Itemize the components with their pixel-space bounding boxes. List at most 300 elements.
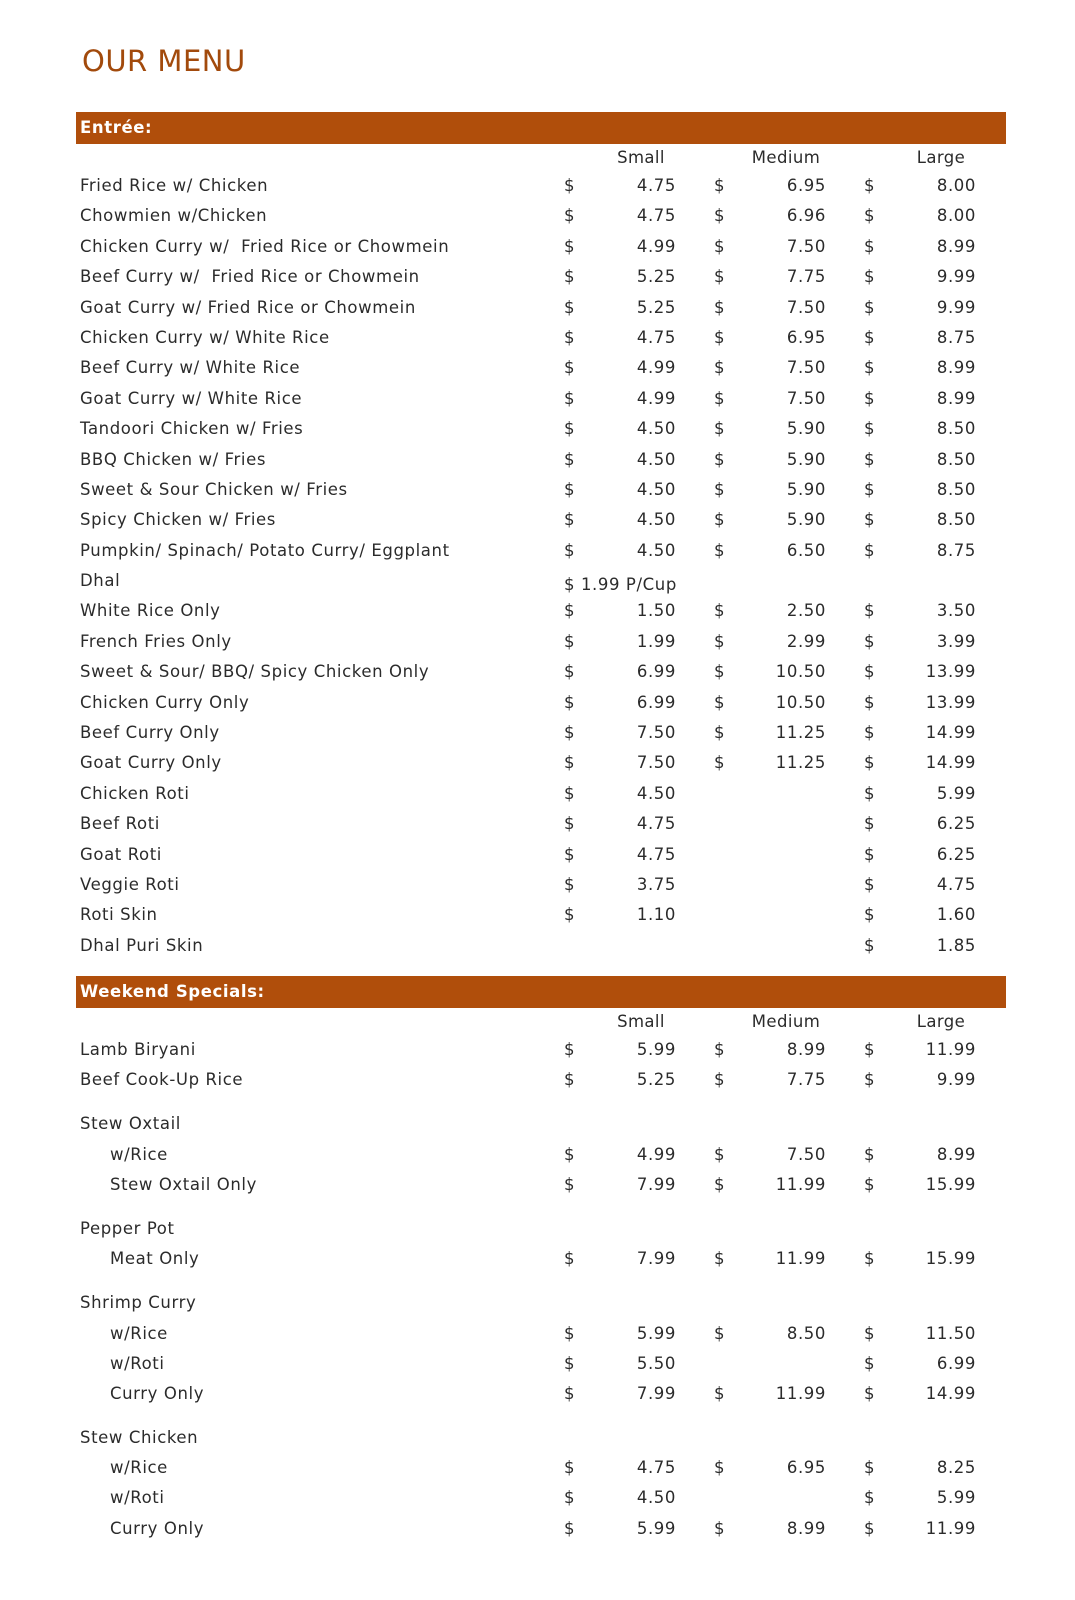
price-small: 1.99 xyxy=(636,631,676,651)
price-large: 8.00 xyxy=(936,206,976,226)
price-small: 4.99 xyxy=(636,358,676,378)
currency-symbol: $ xyxy=(564,1174,576,1194)
column-large: Large xyxy=(916,148,966,167)
menu-item-row xyxy=(76,1141,1006,1171)
price-large: 11.99 xyxy=(925,1518,976,1538)
price-small: 5.25 xyxy=(636,1070,676,1090)
price-small: 5.99 xyxy=(636,1323,676,1343)
item-name: w/Roti xyxy=(110,1488,165,1508)
currency-symbol: $ xyxy=(564,905,576,925)
price-medium: 2.50 xyxy=(786,601,826,621)
menu-item-row xyxy=(76,780,1006,810)
price-large: 6.25 xyxy=(936,844,976,864)
price-large: 8.50 xyxy=(936,479,976,499)
currency-symbol: $ xyxy=(564,601,576,621)
currency-symbol: $ xyxy=(564,510,576,530)
currency-symbol: $ xyxy=(864,1353,876,1373)
column-small: Small xyxy=(617,148,665,167)
item-name: w/Rice xyxy=(110,1144,168,1164)
price-small: 5.50 xyxy=(636,1353,676,1373)
price-large: 9.99 xyxy=(936,1070,976,1090)
price-large: 11.99 xyxy=(925,1040,976,1059)
price-medium: 5.90 xyxy=(786,449,826,469)
menu-item-row xyxy=(76,385,1006,415)
column-medium: Medium xyxy=(751,148,821,167)
price-large: 3.99 xyxy=(936,631,976,651)
group-title-row xyxy=(76,1110,1006,1140)
price-small: 3.75 xyxy=(636,874,676,894)
menu-item-row xyxy=(76,1245,1006,1275)
currency-symbol: $ xyxy=(714,388,726,408)
currency-symbol: $ xyxy=(564,1040,576,1059)
menu-item-row xyxy=(76,1171,1006,1201)
price-small: 7.99 xyxy=(636,1249,676,1269)
menu-item-row xyxy=(76,1454,1006,1484)
currency-symbol: $ xyxy=(564,1458,576,1478)
menu-item-row xyxy=(76,476,1006,506)
currency-symbol: $ xyxy=(864,601,876,621)
group-spacer xyxy=(76,1410,1006,1424)
menu-item-row xyxy=(76,719,1006,749)
menu-item-row xyxy=(76,841,1006,871)
price-large: 14.99 xyxy=(925,723,976,743)
currency-symbol: $ xyxy=(864,1518,876,1538)
price-small: 7.99 xyxy=(636,1174,676,1194)
item-name: Beef Curry w/ Fried Rice or Chowmein xyxy=(80,267,420,287)
menu-item-row xyxy=(76,506,1006,536)
price-small: 4.99 xyxy=(636,236,676,256)
menu-item-row xyxy=(76,202,1006,232)
column-small: Small xyxy=(617,1012,665,1031)
item-name: w/Roti xyxy=(110,1353,165,1373)
menu-item-row xyxy=(76,1036,1006,1066)
item-name: French Fries Only xyxy=(80,631,232,651)
price-small: 7.99 xyxy=(636,1383,676,1403)
price-large: 13.99 xyxy=(925,662,976,682)
price-large: 8.00 xyxy=(936,176,976,195)
currency-symbol: $ xyxy=(714,1070,726,1090)
currency-symbol: $ xyxy=(564,388,576,408)
currency-symbol: $ xyxy=(714,1458,726,1478)
price-medium: 8.99 xyxy=(786,1040,826,1059)
price-small: 7.50 xyxy=(636,753,676,773)
item-name: Sweet & Sour Chicken w/ Fries xyxy=(80,479,348,499)
menu-item-row xyxy=(76,1066,1006,1096)
price-small: 4.75 xyxy=(636,1458,676,1478)
currency-symbol: $ xyxy=(564,358,576,378)
currency-symbol: $ xyxy=(864,1458,876,1478)
currency-symbol: $ xyxy=(864,1040,876,1059)
price-large: 9.99 xyxy=(936,297,976,317)
price-small: 4.50 xyxy=(636,1488,676,1508)
item-name: Stew Oxtail Only xyxy=(110,1174,257,1194)
group-title: Stew Chicken xyxy=(80,1428,199,1448)
price-large: 6.25 xyxy=(936,814,976,834)
currency-symbol: $ xyxy=(864,1323,876,1343)
currency-symbol: $ xyxy=(864,662,876,682)
menu-item-row xyxy=(76,1350,1006,1380)
group-title: Stew Oxtail xyxy=(80,1114,181,1134)
item-name: Pumpkin/ Spinach/ Potato Curry/ Eggplant xyxy=(80,540,450,560)
price-medium: 11.25 xyxy=(775,753,826,773)
menu-item-row xyxy=(76,1515,1006,1545)
currency-symbol: $ xyxy=(714,358,726,378)
currency-symbol: $ xyxy=(564,1383,576,1403)
currency-symbol: $ xyxy=(564,236,576,256)
currency-symbol: $ xyxy=(864,358,876,378)
price-medium: 6.95 xyxy=(786,327,826,347)
currency-symbol: $ xyxy=(564,479,576,499)
price-medium: 5.90 xyxy=(786,419,826,439)
currency-symbol: $ xyxy=(864,692,876,712)
group-title-row xyxy=(76,1289,1006,1319)
item-name: w/Rice xyxy=(110,1323,168,1343)
item-name: BBQ Chicken w/ Fries xyxy=(80,449,267,469)
item-name: Tandoori Chicken w/ Fries xyxy=(80,419,304,439)
currency-symbol: $ xyxy=(714,419,726,439)
currency-symbol: $ xyxy=(864,419,876,439)
currency-symbol: $ xyxy=(714,267,726,287)
group-spacer xyxy=(76,1275,1006,1289)
menu-item-row xyxy=(76,354,1006,384)
menu-item-row xyxy=(76,172,1006,202)
currency-symbol: $ xyxy=(864,449,876,469)
menu-item-row xyxy=(76,324,1006,354)
item-name: Goat Curry w/ Fried Rice or Chowmein xyxy=(80,297,416,317)
item-name: Dhal xyxy=(80,571,121,591)
price-medium: 7.50 xyxy=(786,236,826,256)
currency-symbol: $ xyxy=(864,176,876,195)
price-large: 11.50 xyxy=(925,1323,976,1343)
currency-symbol: $ xyxy=(714,1383,726,1403)
price-medium: 7.75 xyxy=(786,267,826,287)
currency-symbol: $ xyxy=(864,753,876,773)
currency-symbol: $ xyxy=(564,874,576,894)
currency-symbol: $ xyxy=(714,479,726,499)
price-note: $ 1.99 P/Cup xyxy=(564,575,677,595)
price-medium: 5.90 xyxy=(786,510,826,530)
price-small: 7.50 xyxy=(636,723,676,743)
item-name: Chicken Curry Only xyxy=(80,692,250,712)
item-name: Beef Curry Only xyxy=(80,723,220,743)
item-name: Curry Only xyxy=(110,1518,205,1538)
item-name: Chicken Roti xyxy=(80,783,190,803)
currency-symbol: $ xyxy=(864,814,876,834)
currency-symbol: $ xyxy=(714,723,726,743)
currency-symbol: $ xyxy=(864,388,876,408)
menu-item-row xyxy=(76,1484,1006,1514)
currency-symbol: $ xyxy=(864,1383,876,1403)
price-medium: 6.95 xyxy=(786,1458,826,1478)
currency-symbol: $ xyxy=(564,723,576,743)
currency-symbol: $ xyxy=(864,1174,876,1194)
currency-symbol: $ xyxy=(564,662,576,682)
price-small: 4.75 xyxy=(636,327,676,347)
menu-item-row xyxy=(76,294,1006,324)
item-name: Sweet & Sour/ BBQ/ Spicy Chicken Only xyxy=(80,662,430,682)
price-small: 4.50 xyxy=(636,510,676,530)
currency-symbol: $ xyxy=(564,1144,576,1164)
currency-symbol: $ xyxy=(714,510,726,530)
entree-header: Entrée: xyxy=(76,112,1006,144)
currency-symbol: $ xyxy=(564,540,576,560)
currency-symbol: $ xyxy=(714,540,726,560)
price-medium: 11.99 xyxy=(775,1249,826,1269)
price-medium: 11.25 xyxy=(775,723,826,743)
currency-symbol: $ xyxy=(714,692,726,712)
price-small: 4.50 xyxy=(636,540,676,560)
currency-symbol: $ xyxy=(564,1488,576,1508)
price-large: 5.99 xyxy=(936,783,976,803)
page-title: OUR MENU xyxy=(82,44,246,78)
menu-item-row xyxy=(76,263,1006,293)
price-medium: 8.50 xyxy=(786,1323,826,1343)
item-name: Veggie Roti xyxy=(80,874,180,894)
column-large: Large xyxy=(916,1012,966,1031)
currency-symbol: $ xyxy=(564,753,576,773)
price-medium: 7.50 xyxy=(786,1144,826,1164)
currency-symbol: $ xyxy=(714,449,726,469)
currency-symbol: $ xyxy=(564,206,576,226)
item-name: White Rice Only xyxy=(80,601,221,621)
currency-symbol: $ xyxy=(864,1249,876,1269)
price-medium: 7.50 xyxy=(786,297,826,317)
price-large: 15.99 xyxy=(925,1249,976,1269)
currency-symbol: $ xyxy=(864,631,876,651)
item-name: Lamb Biryani xyxy=(80,1040,196,1059)
currency-symbol: $ xyxy=(714,662,726,682)
currency-symbol: $ xyxy=(714,1040,726,1059)
currency-symbol: $ xyxy=(864,267,876,287)
menu-item-row xyxy=(76,871,1006,901)
currency-symbol: $ xyxy=(714,631,726,651)
item-name: Curry Only xyxy=(110,1383,205,1403)
menu-item-row xyxy=(76,567,1006,597)
price-large: 8.99 xyxy=(936,1144,976,1164)
price-small: 5.25 xyxy=(636,267,676,287)
menu-item-row xyxy=(76,689,1006,719)
price-small: 4.50 xyxy=(636,479,676,499)
currency-symbol: $ xyxy=(864,510,876,530)
price-medium: 6.96 xyxy=(786,206,826,226)
currency-symbol: $ xyxy=(564,327,576,347)
item-name: Fried Rice w/ Chicken xyxy=(80,176,269,195)
price-small: 4.75 xyxy=(636,814,676,834)
currency-symbol: $ xyxy=(714,1174,726,1194)
price-medium: 11.99 xyxy=(775,1383,826,1403)
currency-symbol: $ xyxy=(714,1144,726,1164)
price-small: 6.99 xyxy=(636,692,676,712)
currency-symbol: $ xyxy=(564,449,576,469)
item-name: Meat Only xyxy=(110,1249,200,1269)
currency-symbol: $ xyxy=(714,1518,726,1538)
item-name: Beef Curry w/ White Rice xyxy=(80,358,301,378)
price-small: 4.75 xyxy=(636,844,676,864)
currency-symbol: $ xyxy=(864,1070,876,1090)
price-small: 4.50 xyxy=(636,783,676,803)
currency-symbol: $ xyxy=(864,1144,876,1164)
currency-symbol: $ xyxy=(564,783,576,803)
price-large: 8.50 xyxy=(936,419,976,439)
price-large: 5.99 xyxy=(936,1488,976,1508)
item-name: Goat Curry w/ White Rice xyxy=(80,388,303,408)
column-headers xyxy=(76,1008,1006,1036)
menu-item-row xyxy=(76,810,1006,840)
price-medium: 5.90 xyxy=(786,479,826,499)
menu-item-row xyxy=(76,446,1006,476)
price-medium: 7.75 xyxy=(786,1070,826,1090)
menu-item-row xyxy=(76,749,1006,779)
item-name: Beef Cook-Up Rice xyxy=(80,1070,244,1090)
price-large: 1.60 xyxy=(936,905,976,925)
item-name: Dhal Puri Skin xyxy=(80,935,204,955)
item-name: Roti Skin xyxy=(80,905,158,925)
currency-symbol: $ xyxy=(864,206,876,226)
item-name: Spicy Chicken w/ Fries xyxy=(80,510,276,530)
menu-item-row xyxy=(76,597,1006,627)
price-medium: 2.99 xyxy=(786,631,826,651)
menu-item-row xyxy=(76,1320,1006,1350)
column-headers xyxy=(76,144,1006,172)
price-small: 4.99 xyxy=(636,388,676,408)
price-small: 4.99 xyxy=(636,1144,676,1164)
item-name: Goat Roti xyxy=(80,844,162,864)
price-medium: 6.50 xyxy=(786,540,826,560)
currency-symbol: $ xyxy=(564,1518,576,1538)
currency-symbol: $ xyxy=(864,874,876,894)
weekend-header: Weekend Specials: xyxy=(76,976,1006,1008)
group-title-row xyxy=(76,1215,1006,1245)
menu-item-row xyxy=(76,901,1006,931)
price-large: 8.75 xyxy=(936,327,976,347)
price-large: 8.50 xyxy=(936,510,976,530)
price-large: 14.99 xyxy=(925,1383,976,1403)
item-name: Beef Roti xyxy=(80,814,160,834)
entree-section xyxy=(76,112,1006,962)
item-name: w/Rice xyxy=(110,1458,168,1478)
price-small: 5.25 xyxy=(636,297,676,317)
item-name: Chicken Curry w/ White Rice xyxy=(80,327,330,347)
group-title: Shrimp Curry xyxy=(80,1293,197,1313)
weekend-section xyxy=(76,976,1006,1545)
currency-symbol: $ xyxy=(564,176,576,195)
currency-symbol: $ xyxy=(864,1488,876,1508)
item-name: Goat Curry Only xyxy=(80,753,222,773)
price-large: 15.99 xyxy=(925,1174,976,1194)
currency-symbol: $ xyxy=(564,844,576,864)
currency-symbol: $ xyxy=(714,176,726,195)
currency-symbol: $ xyxy=(564,419,576,439)
price-medium: 6.95 xyxy=(786,176,826,195)
menu-item-row xyxy=(76,658,1006,688)
currency-symbol: $ xyxy=(864,236,876,256)
column-medium: Medium xyxy=(751,1012,821,1031)
price-large: 9.99 xyxy=(936,267,976,287)
price-medium: 7.50 xyxy=(786,358,826,378)
price-large: 3.50 xyxy=(936,601,976,621)
currency-symbol: $ xyxy=(714,1323,726,1343)
currency-symbol: $ xyxy=(564,1070,576,1090)
menu-item-row xyxy=(76,1380,1006,1410)
price-medium: 10.50 xyxy=(775,662,826,682)
price-large: 6.99 xyxy=(936,1353,976,1373)
currency-symbol: $ xyxy=(564,267,576,287)
currency-symbol: $ xyxy=(564,814,576,834)
entree-list xyxy=(76,172,1006,962)
currency-symbol: $ xyxy=(564,1323,576,1343)
currency-symbol: $ xyxy=(564,297,576,317)
weekend-list xyxy=(76,1036,1006,1545)
price-large: 4.75 xyxy=(936,874,976,894)
menu-item-row xyxy=(76,932,1006,962)
price-large: 8.99 xyxy=(936,388,976,408)
currency-symbol: $ xyxy=(564,692,576,712)
price-medium: 11.99 xyxy=(775,1174,826,1194)
price-large: 1.85 xyxy=(936,935,976,955)
currency-symbol: $ xyxy=(714,327,726,347)
currency-symbol: $ xyxy=(864,327,876,347)
currency-symbol: $ xyxy=(864,905,876,925)
price-small: 5.99 xyxy=(636,1040,676,1059)
currency-symbol: $ xyxy=(564,1249,576,1269)
price-small: 4.50 xyxy=(636,419,676,439)
currency-symbol: $ xyxy=(714,753,726,773)
currency-symbol: $ xyxy=(564,631,576,651)
currency-symbol: $ xyxy=(714,236,726,256)
price-medium: 10.50 xyxy=(775,692,826,712)
currency-symbol: $ xyxy=(864,723,876,743)
price-small: 1.50 xyxy=(636,601,676,621)
menu-item-row xyxy=(76,628,1006,658)
currency-symbol: $ xyxy=(714,1249,726,1269)
currency-symbol: $ xyxy=(864,783,876,803)
price-large: 13.99 xyxy=(925,692,976,712)
currency-symbol: $ xyxy=(864,297,876,317)
currency-symbol: $ xyxy=(864,935,876,955)
price-small: 4.75 xyxy=(636,206,676,226)
group-title: Pepper Pot xyxy=(80,1218,175,1238)
item-name: Chowmien w/Chicken xyxy=(80,206,268,226)
currency-symbol: $ xyxy=(864,479,876,499)
price-large: 8.99 xyxy=(936,236,976,256)
price-small: 6.99 xyxy=(636,662,676,682)
currency-symbol: $ xyxy=(864,844,876,864)
menu-item-row xyxy=(76,233,1006,263)
price-medium: 7.50 xyxy=(786,388,826,408)
menu-item-row xyxy=(76,415,1006,445)
price-small: 5.99 xyxy=(636,1518,676,1538)
price-small: 1.10 xyxy=(636,905,676,925)
price-large: 8.75 xyxy=(936,540,976,560)
currency-symbol: $ xyxy=(564,1353,576,1373)
price-medium: 8.99 xyxy=(786,1518,826,1538)
item-name: Chicken Curry w/ Fried Rice or Chowmein xyxy=(80,236,450,256)
price-small: 4.75 xyxy=(636,176,676,195)
price-large: 8.25 xyxy=(936,1458,976,1478)
currency-symbol: $ xyxy=(714,297,726,317)
price-small: 4.50 xyxy=(636,449,676,469)
price-large: 14.99 xyxy=(925,753,976,773)
price-large: 8.99 xyxy=(936,358,976,378)
currency-symbol: $ xyxy=(714,206,726,226)
currency-symbol: $ xyxy=(864,540,876,560)
group-spacer xyxy=(76,1201,1006,1215)
currency-symbol: $ xyxy=(714,601,726,621)
group-spacer xyxy=(76,1096,1006,1110)
menu-item-row xyxy=(76,537,1006,567)
group-title-row xyxy=(76,1424,1006,1454)
price-large: 8.50 xyxy=(936,449,976,469)
